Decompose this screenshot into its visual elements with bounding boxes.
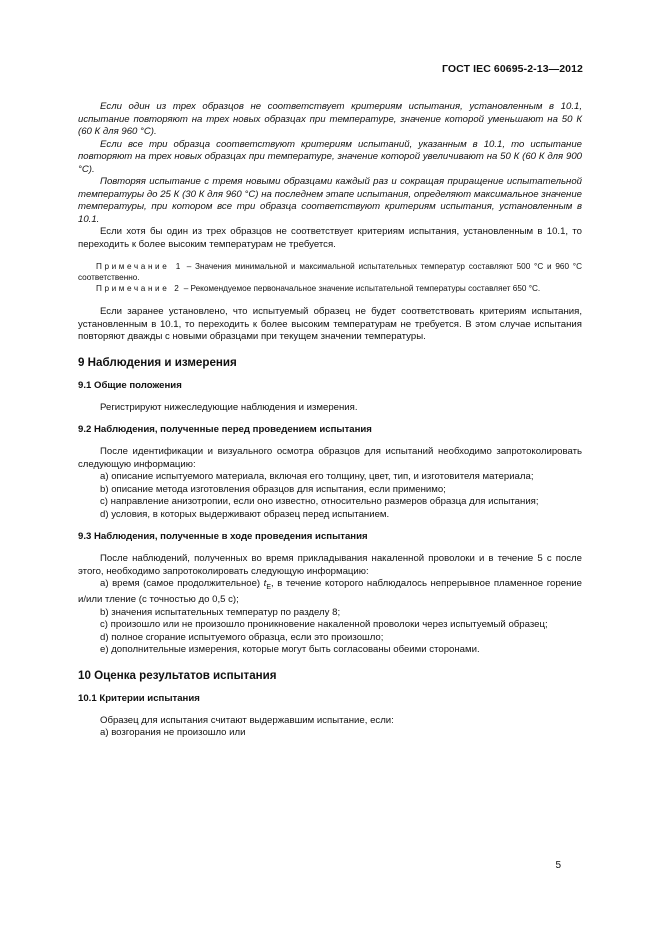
paragraph: Образец для испытания считают выдержавшим испытание, если: bbox=[100, 714, 394, 726]
note-label: Примечание 1 bbox=[96, 262, 183, 271]
subscript: E bbox=[266, 583, 272, 591]
note-text: – Рекомендуемое первоначальное значение испытательной температуры составляет 650 °С. bbox=[181, 284, 541, 293]
list-item: d) условия, в которых выдерживают образец перед испытанием. bbox=[100, 508, 390, 520]
list-item: а) возгорания не произошло или bbox=[100, 727, 246, 739]
list-item: c) произошло или не произошло проникновение накаленной проволоки через испытуемый образец; bbox=[100, 619, 548, 631]
list-item: b) описание метода изготовления образцов для испытания, если применимо; bbox=[100, 483, 446, 495]
document-code-header: ГОСТ IEC 60695-2-13—2012 bbox=[441, 63, 583, 75]
page-content bbox=[78, 101, 582, 740]
paragraph: Регистрируют нижеследующие наблюдения и измерения. bbox=[100, 401, 358, 413]
list-item bbox=[78, 578, 582, 607]
paragraph: Если один из трех образцов не соответствует критериям испытания, установленным в 10.1, испытание повторяют на трех новых образцах при температуре, значение которой уменьшают на 50 К (60 К для 960 °С). bbox=[78, 101, 582, 137]
paragraph: После идентификации и визуального осмотра образцов для испытаний необходимо запротоколировать следующую информацию: bbox=[78, 446, 582, 470]
list-item: c) направление анизотропии, если оно известно, относительно размеров образца для испытания; bbox=[100, 496, 539, 507]
item-text: a) время (самое продолжительное) bbox=[100, 578, 264, 589]
note-1 bbox=[78, 261, 582, 283]
paragraph: Повторяя испытание с тремя новыми образцами каждый раз и сокращая приращение испытательной температуры до 25 К (30 К для 960 °С) на последнем этапе испытания, определяют максимальное значение температуры, при котором все три образца соответствуют критериям испытания, установленным в 10.1. bbox=[78, 176, 582, 225]
paragraph: После наблюдений, полученных во время прикладывания накаленной проволоки и в течение 5 с после этого, необходимо запротоколировать следующую информацию: bbox=[78, 553, 582, 577]
subsection-heading: 9.1 Общие положения bbox=[78, 379, 182, 391]
note-2 bbox=[78, 283, 582, 294]
subsection-heading: 9.2 Наблюдения, полученные перед проведением испытания bbox=[78, 424, 372, 435]
list-item: a) описание испытуемого материала, включая его толщину, цвет, тип, и изготовителя материала; bbox=[100, 471, 534, 482]
note-label: Примечание 2 bbox=[96, 284, 182, 293]
list-item: d) полное сгорание испытуемого образца, если это произошло; bbox=[100, 631, 384, 643]
item-text: , в течение которого наблюдалось непрерывное пламенное горение и/или тление (с точностью до 0,5 с); bbox=[78, 578, 582, 606]
section-heading: 9 Наблюдения и измерения bbox=[78, 355, 237, 369]
subsection-heading: 9.3 Наблюдения, полученные в ходе проведения испытания bbox=[78, 531, 368, 542]
paragraph: Если хотя бы один из трех образцов не соответствует критериям испытания, установленным в 10.1, то переходить к более высоким температурам не требуется. bbox=[78, 226, 582, 250]
section-heading: 10 Оценка результатов испытания bbox=[78, 668, 277, 682]
paragraph: Если заранее установлено, что испытуемый образец не будет соответствовать критериям испытания, установленным в 10.1, то переходить к более высоким температурам не требуется. В этом случае испытания повторяют дважды с новыми образцами при текущем значении температуры. bbox=[78, 306, 582, 342]
paragraph: Если все три образца соответствуют критериям испытаний, указанным в 10.1, то испытание повторяют на трех новых образцах при температуре, значение которой увеличивают на 50 К (60 К для 900 °С). bbox=[78, 138, 582, 175]
page-number: 5 bbox=[555, 860, 561, 871]
note-text: – Значения минимальной и максимальной испытательных температур составляют 500 °С и 960 °С соответственно. bbox=[78, 262, 582, 282]
list-item: b) значения испытательных температур по разделу 8; bbox=[100, 606, 341, 618]
variable: t bbox=[263, 578, 267, 589]
list-item: e) дополнительные измерения, которые могут быть согласованы обеими сторонами. bbox=[100, 644, 480, 656]
subsection-heading: 10.1 Критерии испытания bbox=[78, 692, 200, 704]
